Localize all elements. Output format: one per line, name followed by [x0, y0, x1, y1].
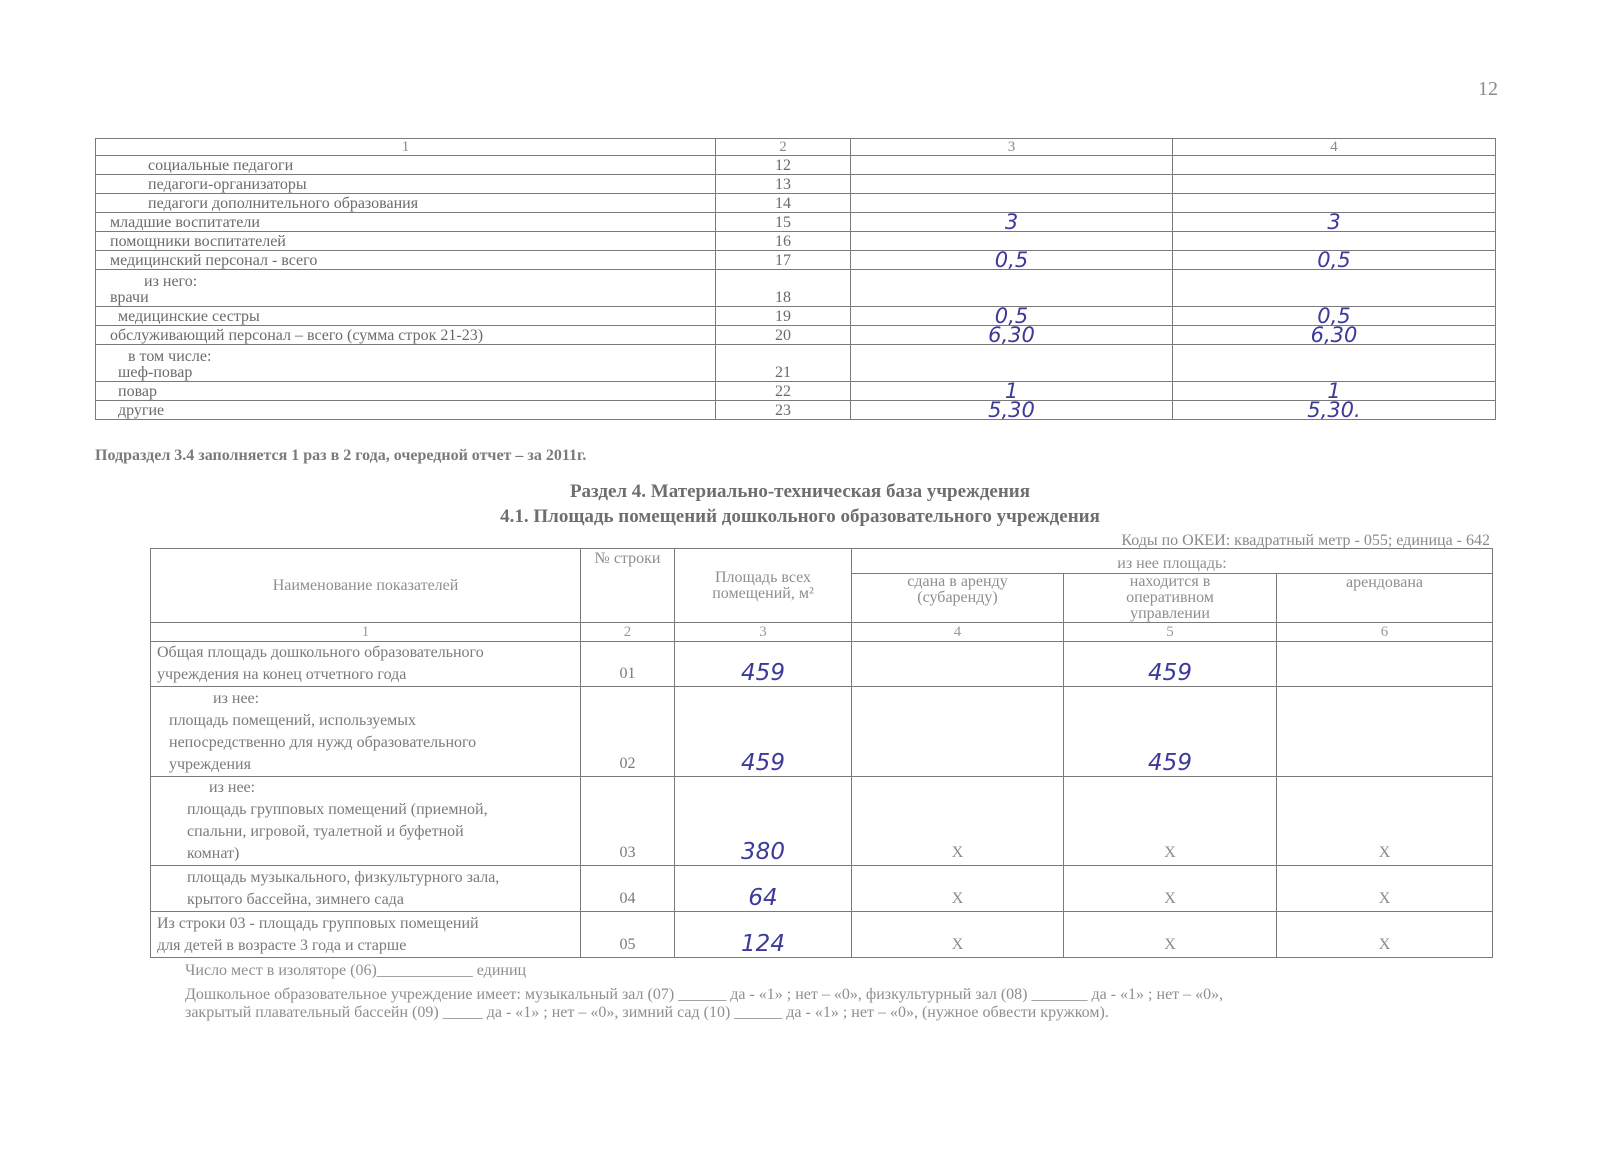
- value-cell: 3: [851, 213, 1173, 232]
- row-code: 14: [716, 194, 851, 213]
- value-cell: [1277, 687, 1493, 777]
- value-cell: [1173, 232, 1496, 251]
- area-table-header: [151, 549, 1493, 574]
- header-rented-out: сдана в аренду (субаренду): [852, 574, 1064, 623]
- row-code: 03: [581, 777, 675, 866]
- row-label-text: шеф-повар: [118, 364, 193, 381]
- staff-table: [95, 138, 1496, 420]
- row-label: педагоги-организаторы: [96, 175, 716, 194]
- value-cell: X: [1064, 912, 1277, 958]
- value-cell: [851, 194, 1173, 213]
- row-label-prefix: из него:: [144, 273, 198, 290]
- header-cell: 1: [96, 139, 716, 156]
- column-number: 5: [1064, 623, 1277, 642]
- value-cell: 380: [675, 777, 852, 866]
- row-code: 19: [716, 307, 851, 326]
- row-label-prefix: в том числе:: [128, 348, 212, 365]
- header-total-area: Площадь всех помещений, м²: [675, 549, 852, 623]
- value-cell: X: [1277, 777, 1493, 866]
- header-group: из нее площадь:: [852, 549, 1493, 574]
- row-code: 01: [581, 642, 675, 687]
- row-label: другие: [96, 401, 716, 420]
- value-cell: X: [852, 912, 1064, 958]
- row-label: [151, 777, 581, 866]
- value-cell: [1173, 156, 1496, 175]
- row-label: медицинские сестры: [96, 307, 716, 326]
- table-row: [96, 326, 1496, 345]
- table-row: [96, 382, 1496, 401]
- value-cell: [851, 345, 1173, 382]
- row-code: 23: [716, 401, 851, 420]
- row-label-line: Из строки 03 - площадь групповых помещений: [157, 915, 479, 932]
- row-label-text: врачи: [110, 289, 149, 306]
- row-label: [96, 345, 716, 382]
- value-cell: 0,5: [1173, 251, 1496, 270]
- row-label: обслуживающий персонал – всего (сумма строк 21-23): [96, 326, 716, 345]
- value-cell: 3: [1173, 213, 1496, 232]
- table-row: [96, 175, 1496, 194]
- row-label-line: непосредственно для нужд образовательного: [169, 734, 477, 751]
- subsection-note: Подраздел 3.4 заполняется 1 раз в 2 года, очередной отчет – за 2011г.: [95, 447, 587, 464]
- value-cell: X: [1064, 777, 1277, 866]
- table-row: [96, 401, 1496, 420]
- row-code: 18: [716, 270, 851, 307]
- row-code: 21: [716, 345, 851, 382]
- table-row: [96, 270, 1496, 307]
- value-cell: X: [1277, 912, 1493, 958]
- header-cell: 2: [716, 139, 851, 156]
- header-row-no: № строки: [581, 549, 675, 623]
- value-cell: 5,30: [851, 401, 1173, 420]
- header-cell: 4: [1173, 139, 1496, 156]
- column-number: 3: [675, 623, 852, 642]
- table-row: [96, 251, 1496, 270]
- row-code: 17: [716, 251, 851, 270]
- row-label: социальные педагоги: [96, 156, 716, 175]
- row-code: 02: [581, 687, 675, 777]
- row-label-line: спальни, игровой, туалетной и буфетной: [187, 823, 464, 840]
- table-row: [96, 307, 1496, 326]
- value-cell: 124: [675, 912, 852, 958]
- row-label-line: комнат): [187, 845, 240, 862]
- value-cell: [851, 156, 1173, 175]
- row-label-line: крытого бассейна, зимнего сада: [187, 891, 404, 908]
- value-cell: X: [852, 777, 1064, 866]
- isolator-line: Число мест в изоляторе (06)____________ единиц: [185, 962, 527, 979]
- row-label-line: Общая площадь дошкольного образовательного: [157, 644, 484, 661]
- subsection-title: 4.1. Площадь помещений дошкольного образовательного учреждения: [500, 506, 1100, 527]
- value-cell: 64: [675, 866, 852, 912]
- row-label-line: учреждения на конец отчетного года: [157, 666, 407, 683]
- value-cell: [1173, 270, 1496, 307]
- column-number: 6: [1277, 623, 1493, 642]
- row-label-line: площадь помещений, используемых: [169, 712, 417, 729]
- row-label: [151, 687, 581, 777]
- row-label-prefix: из нее:: [213, 690, 260, 707]
- value-cell: 459: [675, 687, 852, 777]
- value-cell: [851, 270, 1173, 307]
- row-label: педагоги дополнительного образования: [96, 194, 716, 213]
- value-cell: 459: [1064, 642, 1277, 687]
- value-cell: 0,5: [1173, 307, 1496, 326]
- row-label-line: для детей в возрасте 3 года и старше: [157, 937, 407, 954]
- value-cell: [852, 687, 1064, 777]
- okei-codes: Коды по ОКЕИ: квадратный метр - 055; единица - 642: [1121, 532, 1490, 549]
- facilities-line-1: Дошкольное образовательное учреждение имеет: музыкальный зал (07) ______ да - «1» ; нет – «0», физкультурный зал (08) _______ да - «1» ; нет – «0»,: [185, 986, 1224, 1003]
- row-label-prefix: из нее:: [209, 779, 256, 796]
- table-row: [96, 194, 1496, 213]
- table-row: [151, 777, 1493, 866]
- value-cell: 1: [851, 382, 1173, 401]
- value-cell: [851, 232, 1173, 251]
- row-label: [151, 866, 581, 912]
- row-label: младшие воспитатели: [96, 213, 716, 232]
- column-number: 4: [852, 623, 1064, 642]
- value-cell: 459: [1064, 687, 1277, 777]
- value-cell: 0,5: [851, 307, 1173, 326]
- area-table: [150, 548, 1493, 958]
- table-row: [151, 642, 1493, 687]
- row-label: [151, 912, 581, 958]
- header-rented: арендована: [1277, 574, 1493, 623]
- row-label-line: площадь групповых помещений (приемной,: [187, 801, 488, 818]
- staff-table-header: [96, 139, 1496, 156]
- row-label-line: учреждения: [169, 756, 251, 773]
- column-number: 1: [151, 623, 581, 642]
- row-label-line: площадь музыкального, физкультурного зала,: [187, 869, 500, 886]
- value-cell: 6,30: [1173, 326, 1496, 345]
- value-cell: X: [1277, 866, 1493, 912]
- value-cell: 6,30: [851, 326, 1173, 345]
- value-cell: 5,30.: [1173, 401, 1496, 420]
- page-number: 12: [1478, 78, 1498, 100]
- table-row: [96, 156, 1496, 175]
- value-cell: X: [1064, 866, 1277, 912]
- table-row: [151, 866, 1493, 912]
- header-name: Наименование показателей: [151, 549, 581, 623]
- value-cell: [852, 642, 1064, 687]
- table-row: [151, 687, 1493, 777]
- row-code: 13: [716, 175, 851, 194]
- value-cell: [1173, 194, 1496, 213]
- row-code: 16: [716, 232, 851, 251]
- value-cell: 0,5: [851, 251, 1173, 270]
- row-code: 15: [716, 213, 851, 232]
- value-cell: [851, 175, 1173, 194]
- row-label: медицинский персонал - всего: [96, 251, 716, 270]
- table-row: [151, 912, 1493, 958]
- header-cell: 3: [851, 139, 1173, 156]
- row-label: повар: [96, 382, 716, 401]
- table-row: [96, 345, 1496, 382]
- value-cell: 1: [1173, 382, 1496, 401]
- section-title: Раздел 4. Материально-техническая база учреждения: [569, 481, 1031, 502]
- row-label: помощники воспитателей: [96, 232, 716, 251]
- table-row: [96, 232, 1496, 251]
- value-cell: [1173, 345, 1496, 382]
- value-cell: [1173, 175, 1496, 194]
- header-operational: находится в оперативном управлении: [1064, 574, 1277, 623]
- row-code: 20: [716, 326, 851, 345]
- value-cell: 459: [675, 642, 852, 687]
- value-cell: X: [852, 866, 1064, 912]
- row-code: 12: [716, 156, 851, 175]
- row-code: 22: [716, 382, 851, 401]
- row-code: 04: [581, 866, 675, 912]
- column-numbers: [151, 623, 1493, 642]
- row-label: [151, 642, 581, 687]
- value-cell: [1277, 642, 1493, 687]
- row-label: [96, 270, 716, 307]
- table-row: [96, 213, 1496, 232]
- facilities-line-2: закрытый плавательный бассейн (09) _____ да - «1» ; нет – «0», зимний сад (10) ______ да - «1» ; нет – «0», (нужное обвести кружком).: [185, 1004, 1109, 1021]
- row-code: 05: [581, 912, 675, 958]
- column-number: 2: [581, 623, 675, 642]
